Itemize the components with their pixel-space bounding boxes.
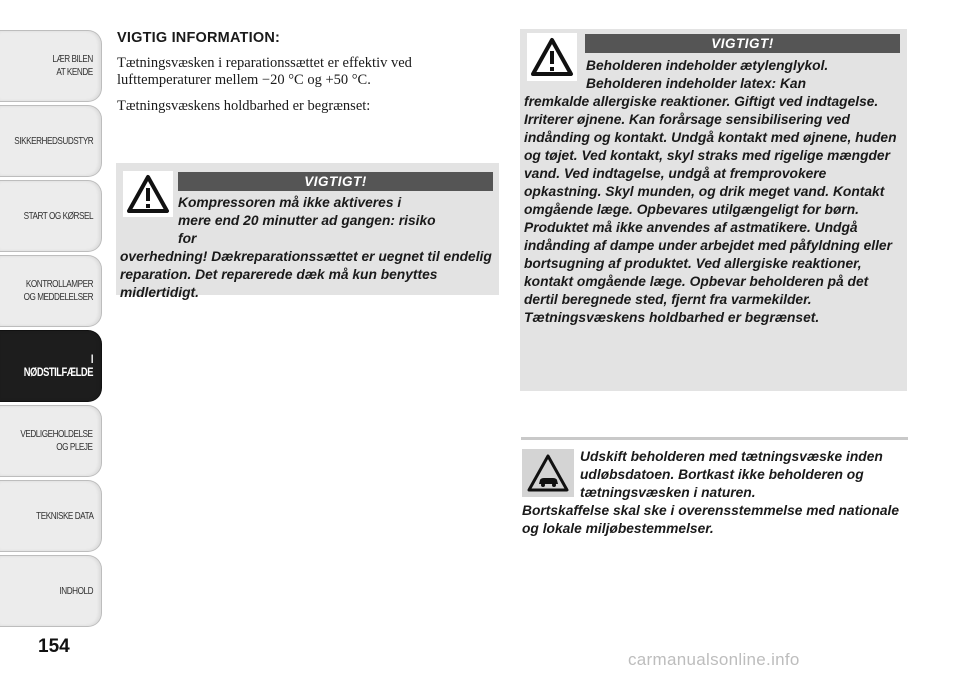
tab-label: TEKNISKE DATA [35, 509, 93, 522]
warning-text [524, 57, 904, 327]
tab-laer-bilen[interactable] [0, 30, 102, 102]
environment-text-body: Bortskaffelse skal ske i overensstemmelse med nationale og lokale miljøbestemmelser. [522, 503, 900, 536]
tab-vedligeholdelse[interactable] [0, 405, 102, 477]
paragraph-temperature: Tætningsvæsken i reparationssættet er effektiv ved lufttemperaturer mellem −20 °C og +50 °C. [117, 55, 412, 88]
environment-note [521, 437, 908, 536]
page-number: 154 [38, 636, 70, 657]
watermark: carmanualsonline.info [628, 650, 800, 669]
tab-i-nodstilfaelde[interactable] [0, 330, 102, 402]
tab-label: LÆR BILEN AT KENDE [52, 53, 93, 78]
tab-label: KONTROLLAMPER OG MEDDELELSER [23, 278, 93, 303]
tab-kontrollamper[interactable] [0, 255, 102, 327]
warning-text-lead: Kompressoren må ikke aktiveres i mere end 20 minutter ad gangen: risiko for [178, 195, 436, 246]
tab-start-og-korsel[interactable] [0, 180, 102, 252]
tab-indhold[interactable] [0, 555, 102, 627]
warning-box-chemicals [520, 29, 907, 391]
environment-text [522, 448, 907, 538]
paragraph-shelf-life: Tætningsvæskens holdbarhed er begrænset: [117, 98, 371, 114]
section-heading: VIGTIG INFORMATION: [117, 30, 281, 46]
warning-text-lead: Beholderen indeholder ætylenglykol. Beholderen indeholder latex: Kan [586, 58, 829, 91]
chapter-tabs [0, 30, 102, 630]
tab-tekniske-data[interactable] [0, 480, 102, 552]
warning-text-body: fremkalde allergiske reaktioner. Giftigt ved indtagelse. Irriterer øjnene. Kan forårsage sensibilisering ved indånding og kontakt. Undgå kontakt med øjnene, huden og tøjet. Ved kontakt, skyl straks med rigelige mængder vand. Ved indtagelse, undgå at fremprovokere opkastning. Skyl munden, og drik meget vand. Kontakt omgående læge. Opbevares utilgængeligt for børn. Produktet må ikke anvendes af astmatikere. Undgå indånding af dampe under arbejdet med påfyldning eller bortsugning af produktet. Ved allergiske reaktioner, kontakt omgående læge. Opbevar beholderen på det dertil beregnede sted, fjernt fra varmekilder. Tætningsvæskens holdbarhed er begrænset. [524, 94, 897, 325]
warning-badge: VIGTIGT! [178, 172, 493, 191]
tab-label: START OG KØRSEL [23, 209, 93, 222]
warning-text-body: overhedning! Dækreparationssættet er uegnet til endelig reparation. Det reparerede dæk må kun benyttes midlertidigt. [120, 249, 492, 300]
tab-sikkerhedsudstyr[interactable] [0, 105, 102, 177]
tab-label: I NØDSTILFÆLDE [23, 352, 94, 379]
environment-text-lead: Udskift beholderen med tætningsvæske inden udløbsdatoen. Bortkast ikke beholderen og tætningsvæsken i naturen. [580, 449, 883, 500]
warning-text [120, 194, 495, 302]
tab-label: INDHOLD [59, 584, 93, 597]
left-column [117, 30, 497, 124]
warning-badge: VIGTIGT! [585, 34, 900, 53]
warning-box-compressor [116, 163, 499, 300]
tab-label: SIKKERHEDSUDSTYR [14, 134, 93, 147]
tab-label: VEDLIGEHOLDELSE OG PLEJE [20, 428, 93, 453]
